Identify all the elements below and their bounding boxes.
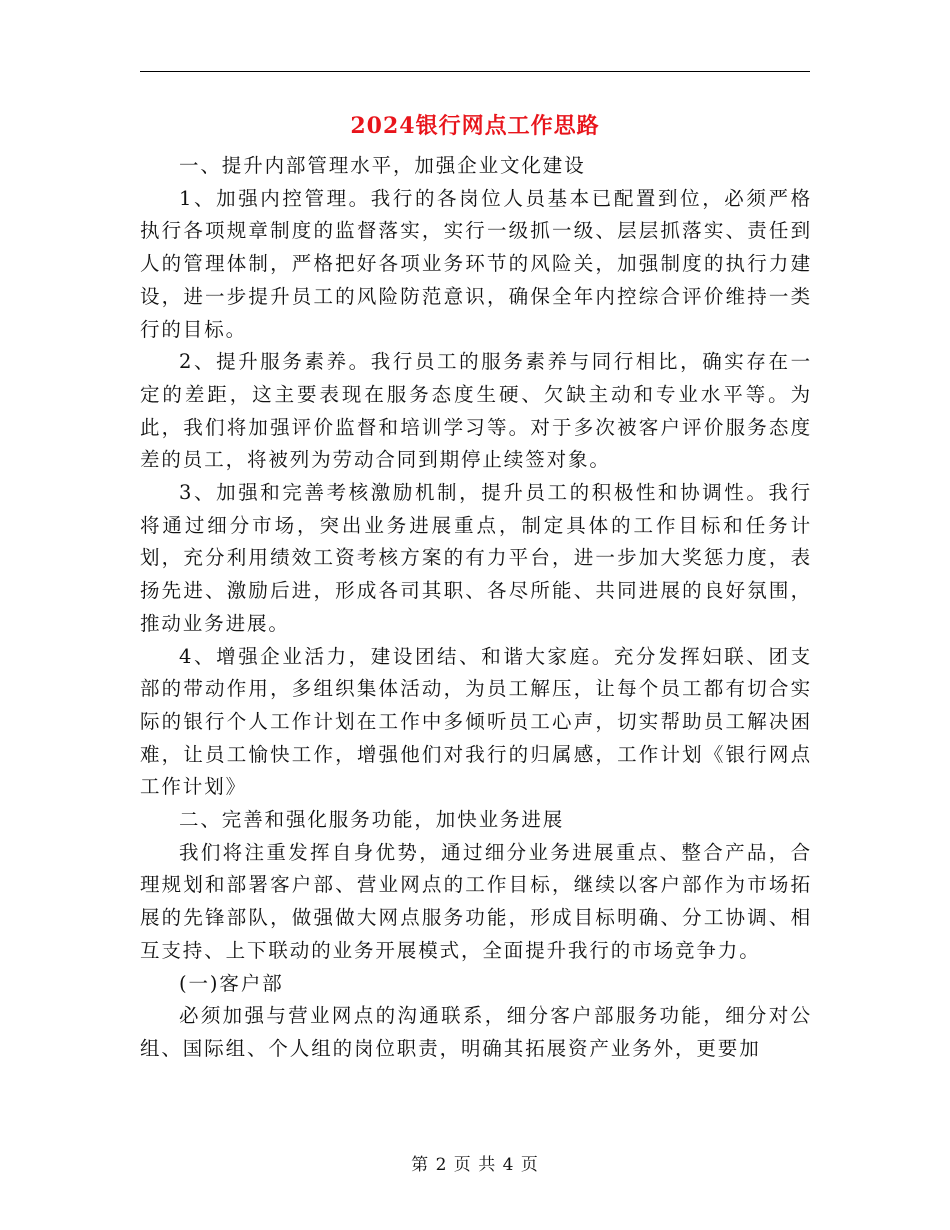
document-title: 2024银行网点工作思路 [350, 113, 600, 139]
page-footer [0, 1153, 950, 1177]
paragraph-customer-dept: 必须加强与营业网点的沟通联系，细分客户部服务功能，细分对公组、国际组、个人组的岗位职责，明确其拓展资产业务外，更要加 [140, 1004, 812, 1060]
paragraph-service-quality: 2、提升服务素养。我行员工的服务素养与同行相比，确实存在一定的差距，这主要表现在服务态度生硬、欠缺主动和专业水平等。为此，我们将加强评价监督和培训学习等。对于多次被客户评价服务态度差的员工，将被列为劳动合同到期停止续签对象。 [140, 350, 812, 472]
footer-label-unit: 页 [453, 1155, 472, 1175]
document-body [140, 150, 812, 1066]
paragraph-enterprise-vitality: 4、增强企业活力，建设团结、和谐大家庭。充分发挥妇联、团支部的带动作用，多组织集体活动，为员工解压，让每个员工都有切合实际的银行个人工作计划在工作中多倾听员工心声，切实帮助员工解决困难，让员工愉快工作，增强他们对我行的归属感，工作计划《银行网点工作计划》 [140, 644, 812, 799]
paragraph-business-development: 我们将注重发挥自身优势，通过细分业务进展重点、整合产品，合理规划和部署客户部、营业网点的工作目标，继续以客户部作为市场拓展的先锋部队，做强做大网点服务功能，形成目标明确、分工协调、相互支持、上下联动的业务开展模式，全面提升我行的市场竞争力。 [140, 840, 812, 962]
footer-label-page: 第 [411, 1155, 430, 1175]
header-rule [140, 71, 810, 72]
footer-label-total: 共 [478, 1155, 497, 1175]
paragraph-incentive-mechanism: 3、加强和完善考核激励机制，提升员工的积极性和协调性。我行将通过细分市场，突出业务进展重点，制定具体的工作目标和任务计划，充分利用绩效工资考核方案的有力平台，进一步加大奖惩力度，表扬先进、激励后进，形成各司其职、各尽所能、共同进展的良好氛围，推动业务进展。 [140, 481, 812, 635]
footer-label-unit2: 页 [520, 1155, 539, 1175]
section-heading-2: 二、完善和强化服务功能，加快业务进展 [179, 808, 565, 832]
subsection-heading-customer-dept: (一)客户部 [179, 971, 284, 995]
footer-current-page: 2 [435, 1155, 448, 1175]
paragraph-internal-control: 1、加强内控管理。我行的各岗位人员基本已配置到位，必须严格执行各项规章制度的监督落实，实行一级抓一级、层层抓落实、责任到人的管理体制，严格把好各项业务环节的风险关，加强制度的执行力建设，进一步提升员工的风险防范意识，确保全年内控综合评价维持一类行的目标。 [140, 186, 812, 341]
section-heading-1: 一、提升内部管理水平，加强企业文化建设 [179, 154, 586, 177]
footer-total-pages: 4 [502, 1155, 515, 1175]
